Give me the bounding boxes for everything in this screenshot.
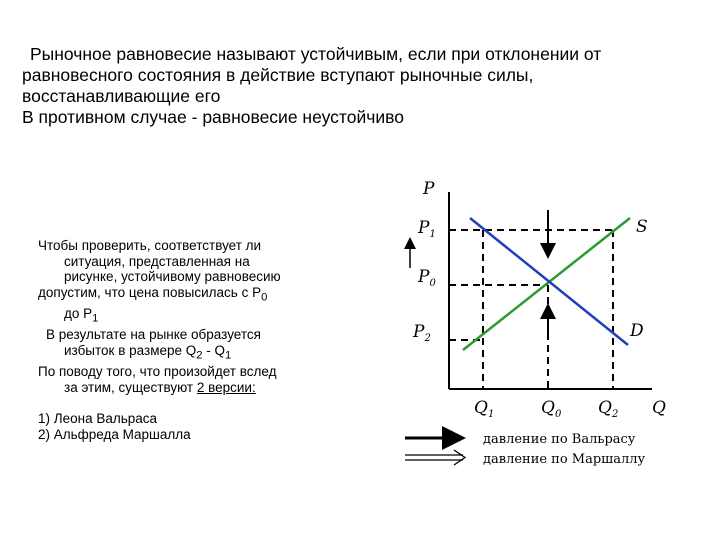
heading-line-1: Рыночное равновесие называют устойчивым, если при отклонении от	[30, 44, 602, 64]
legend-marshall-text: давление по Маршаллу	[483, 452, 646, 467]
q-axis-label: Q	[652, 398, 666, 418]
body-line-2: ситуация, представленная на	[64, 253, 250, 269]
list-item-marshall: 2) Альфреда Маршалла	[38, 427, 191, 442]
body-line-6: В результате на рынке образуется	[46, 327, 261, 343]
p0-label: $P_0$	[418, 267, 436, 289]
legend	[405, 432, 646, 467]
body-line-5-text: до P	[64, 306, 93, 322]
q0-label: $Q_0$	[541, 398, 562, 420]
body-line-7-text: избыток в размере Q	[64, 342, 197, 358]
supply-label: S	[636, 217, 648, 237]
heading-line-3: восстанавливающие его	[22, 86, 221, 106]
body-line-4-text: допустим, что цена повысилась с P	[38, 284, 262, 300]
legend-marshall-arrow	[405, 450, 465, 465]
guide-lines	[449, 230, 613, 389]
q1-label: $Q_1$	[474, 398, 495, 420]
demand-label: D	[630, 321, 644, 341]
body-line-1: Чтобы проверить, соответствует ли	[38, 238, 262, 253]
p-axis-label: P	[423, 179, 435, 199]
p2-label: $P_2$	[413, 322, 431, 344]
heading-line-2: равновесного состояния в действие вступают рыночные силы,	[22, 65, 534, 85]
body-line-3: рисунке, устойчивому равновесию	[64, 269, 281, 285]
heading-line-4: В противном случае - равновесие неустойчиво	[22, 107, 404, 127]
p0-subscript: 0	[261, 291, 268, 304]
versions-underlined: 2 версии:	[196, 379, 256, 395]
body-line-9-text: за этим, существуют	[64, 379, 197, 395]
q2-label: $Q_2$	[598, 398, 619, 420]
body-line-7-mid: - Q	[202, 342, 226, 358]
p1-label: $P_1$	[418, 218, 436, 240]
legend-walras-text: давление по Вальрасу	[483, 432, 636, 447]
body-line-8: По поводу того, что произойдет вслед	[38, 364, 277, 380]
list-item-walras: 1) Леона Вальраса	[38, 411, 158, 427]
p1-subscript: 1	[92, 312, 99, 325]
q1-subscript: 1	[225, 349, 232, 362]
q2-subscript: 2	[196, 349, 203, 362]
